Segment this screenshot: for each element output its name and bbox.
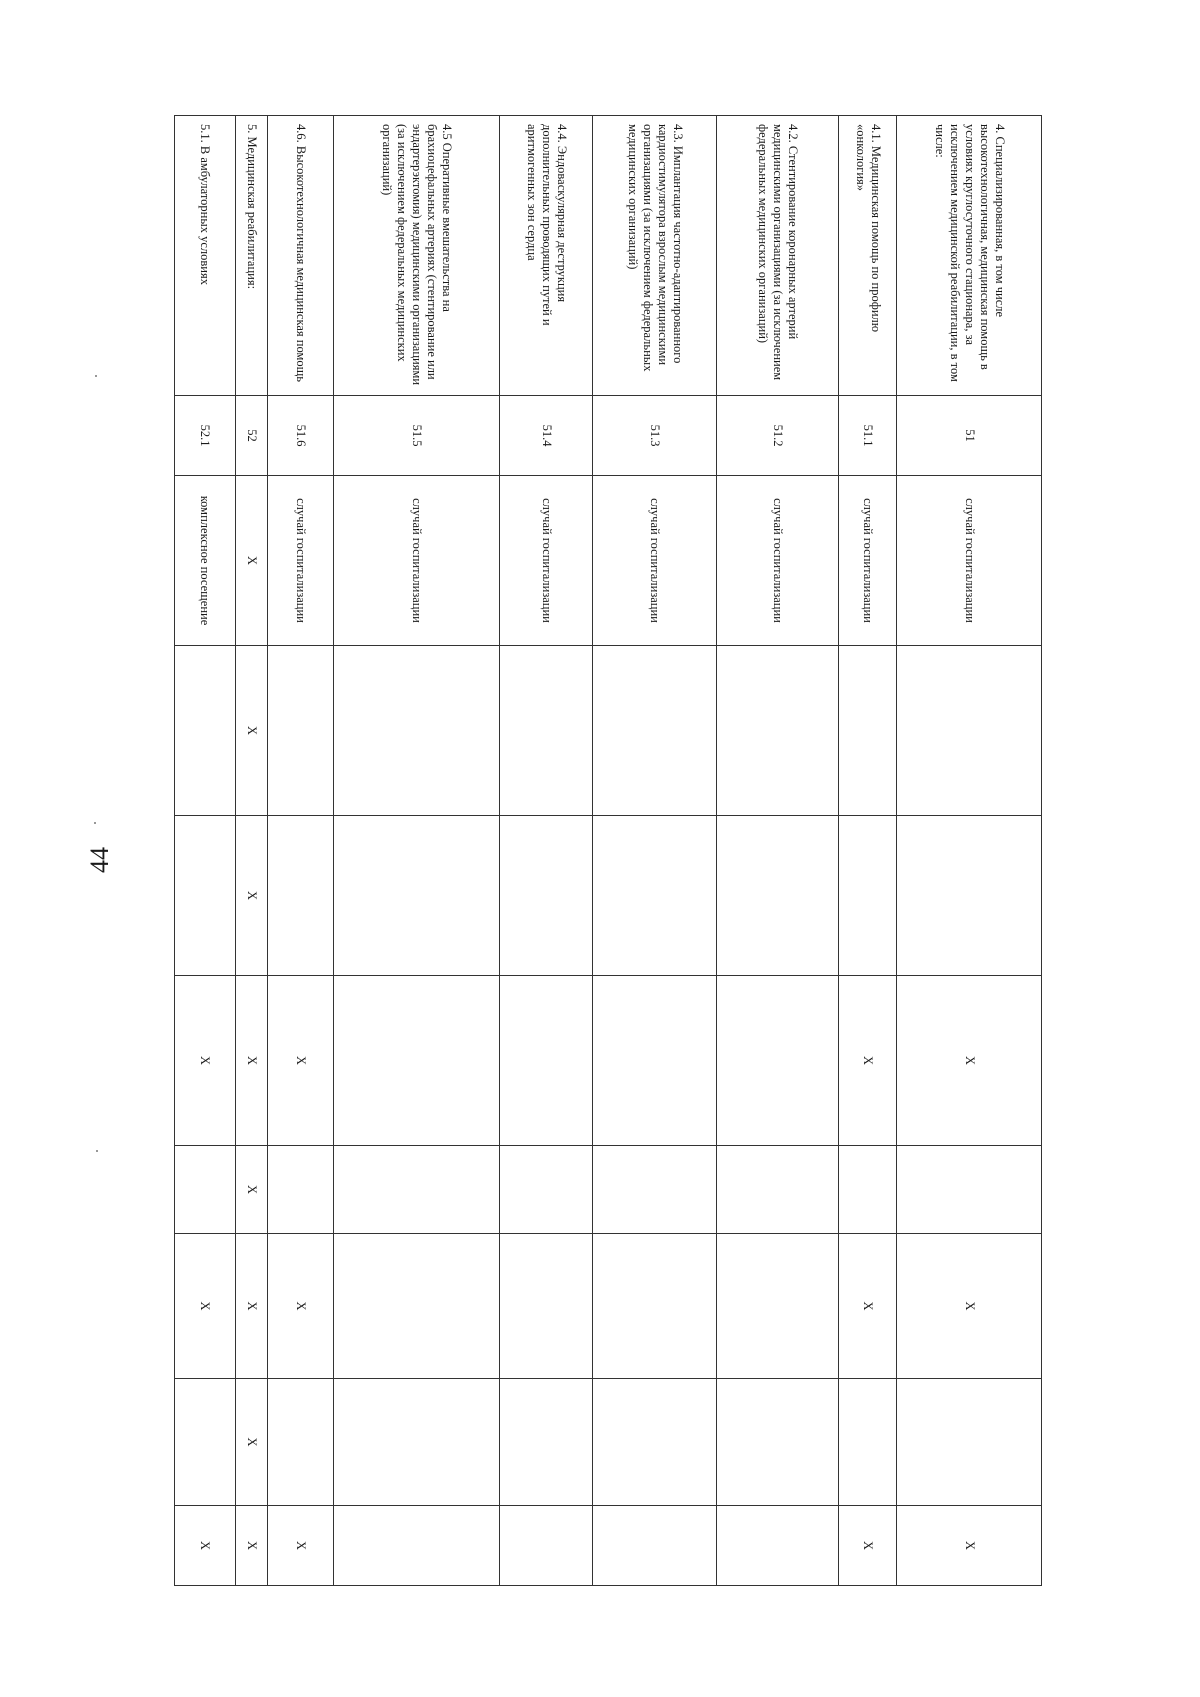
cell — [897, 646, 1042, 816]
row-name: 5. Медицинская реабилитация: — [235, 116, 268, 396]
cell — [838, 1379, 897, 1506]
cell — [717, 646, 839, 816]
cell — [333, 816, 499, 976]
cell — [838, 646, 897, 816]
row-unit: случай госпитализации — [897, 476, 1042, 646]
cell: X — [175, 1506, 236, 1586]
cell: X — [838, 976, 897, 1146]
table-row — [235, 116, 268, 1586]
row-unit: комплексное посещение — [175, 476, 236, 646]
cell: X — [268, 1234, 333, 1379]
cell — [333, 1506, 499, 1586]
cell — [897, 816, 1042, 976]
row-unit: X — [235, 476, 268, 646]
row-name: 4.3. Имплантация частотно-адаптированного кардиостимулятора взрослым медицинскими организациями (за исключением федеральных медицинских организаций) — [593, 116, 717, 396]
cell: X — [268, 1506, 333, 1586]
cell — [268, 1379, 333, 1506]
row-name: 4.1. Медицинская помощь по профилю «онкология» — [838, 116, 897, 396]
row-unit: случай госпитализации — [268, 476, 333, 646]
scan-speck — [94, 822, 96, 824]
table-row — [897, 116, 1042, 1586]
cell — [499, 816, 592, 976]
cell — [717, 1146, 839, 1234]
cell: X — [235, 1146, 268, 1234]
cell: X — [235, 1379, 268, 1506]
row-code: 52.1 — [175, 396, 236, 476]
cell: X — [235, 976, 268, 1146]
cell — [717, 1506, 839, 1586]
table-body — [175, 116, 1042, 1586]
row-name: 4.2. Стентирование коронарных артерий медицинскими организациями (за исключением федеральных медицинских организаций) — [717, 116, 839, 396]
cell — [717, 1234, 839, 1379]
cell — [593, 1506, 717, 1586]
rotated-table-container — [174, 115, 1042, 1585]
cell — [593, 1146, 717, 1234]
cell — [499, 1234, 592, 1379]
cell: X — [838, 1234, 897, 1379]
cell — [838, 816, 897, 976]
row-code: 51.1 — [838, 396, 897, 476]
row-name: 4.5 Оперативные вмешательства на брахиоцефальных артериях (стентирование или эндартерэктомия) медицинскими организациями (за исключением федеральных медицинских организаций) — [333, 116, 499, 396]
cell — [499, 1379, 592, 1506]
cell — [717, 816, 839, 976]
cell — [175, 1146, 236, 1234]
row-code: 51.2 — [717, 396, 839, 476]
table-row — [268, 116, 333, 1586]
cell — [717, 976, 839, 1146]
cell — [499, 976, 592, 1146]
cell — [838, 1146, 897, 1234]
row-name: 4. Специализированная, в том числе высокотехнологичная, медицинская помощь в условиях круглосуточного стационара, за исключением медицинской реабилитации, в том числе: — [897, 116, 1042, 396]
cell: X — [235, 1506, 268, 1586]
cell — [268, 646, 333, 816]
scan-speck — [95, 375, 97, 377]
cell — [897, 1146, 1042, 1234]
row-code: 51.3 — [593, 396, 717, 476]
cell — [897, 1379, 1042, 1506]
cell: X — [838, 1506, 897, 1586]
row-code: 51.4 — [499, 396, 592, 476]
cell: X — [897, 1234, 1042, 1379]
cell — [593, 646, 717, 816]
cell — [593, 1234, 717, 1379]
row-code: 51 — [897, 396, 1042, 476]
table-row — [333, 116, 499, 1586]
row-unit: случай госпитализации — [838, 476, 897, 646]
table-row — [175, 116, 236, 1586]
table-row — [717, 116, 839, 1586]
row-name: 4.6. Высокотехнологичная медицинская помощь — [268, 116, 333, 396]
page-number: 44 — [85, 847, 114, 873]
cell — [499, 1506, 592, 1586]
row-unit: случай госпитализации — [593, 476, 717, 646]
cell: X — [235, 1234, 268, 1379]
cell — [333, 1146, 499, 1234]
cell: X — [897, 1506, 1042, 1586]
cell — [717, 1379, 839, 1506]
table-row — [593, 116, 717, 1586]
cell — [499, 646, 592, 816]
cell — [333, 1379, 499, 1506]
cell — [268, 816, 333, 976]
cell: X — [175, 1234, 236, 1379]
scan-speck — [96, 1150, 98, 1152]
cell: X — [235, 816, 268, 976]
cell: X — [235, 646, 268, 816]
row-name: 5.1. В амбулаторных условиях — [175, 116, 236, 396]
cell — [175, 816, 236, 976]
table-row — [838, 116, 897, 1586]
cell: X — [175, 976, 236, 1146]
row-unit: случай госпитализации — [499, 476, 592, 646]
data-table — [174, 115, 1042, 1586]
cell — [499, 1146, 592, 1234]
row-code: 52 — [235, 396, 268, 476]
cell — [333, 646, 499, 816]
row-code: 51.5 — [333, 396, 499, 476]
cell — [593, 1379, 717, 1506]
cell — [333, 976, 499, 1146]
cell — [175, 646, 236, 816]
cell: X — [897, 976, 1042, 1146]
cell: X — [268, 976, 333, 1146]
row-unit: случай госпитализации — [717, 476, 839, 646]
row-code: 51.6 — [268, 396, 333, 476]
row-unit: случай госпитализации — [333, 476, 499, 646]
cell — [333, 1234, 499, 1379]
row-name: 4.4. Эндоваскулярная деструкция дополнительных проводящих путей и аритмогенных зон сердца — [499, 116, 592, 396]
cell — [175, 1379, 236, 1506]
cell — [268, 1146, 333, 1234]
cell — [593, 816, 717, 976]
cell — [593, 976, 717, 1146]
table-row — [499, 116, 592, 1586]
